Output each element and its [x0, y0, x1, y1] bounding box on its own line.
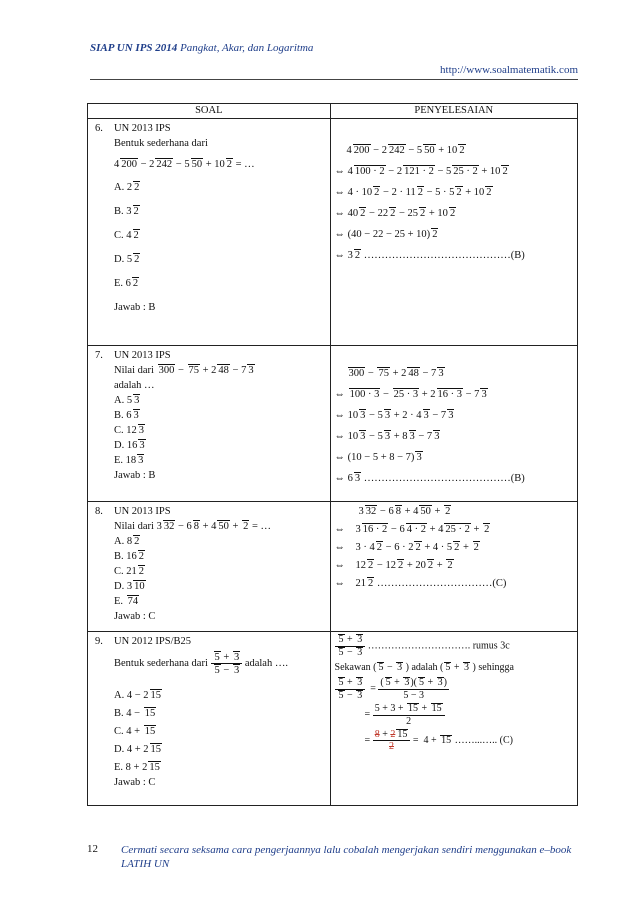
- q8-final: ……………………………(C): [376, 578, 507, 589]
- q7-option-c: C. 12: [114, 425, 137, 436]
- q9-expression: Bentuk sederhana dari $\frac{5 + 3}{5 - 3}$ adalah ….: [114, 652, 288, 677]
- col-penyelesaian: PENYELESAIAN: [330, 104, 577, 119]
- q9-option-e: E. 8 + 2: [114, 762, 148, 774]
- footer-text: Cermati secara seksama cara pengerjaannya lalu cobalah mengerjakan sendiri menggunakan e–book LATIH UN: [121, 844, 572, 870]
- q9-answer: Jawab : C: [114, 777, 156, 789]
- page-number: 12: [87, 843, 98, 855]
- row-q8: [88, 502, 578, 632]
- q9-solution: $\frac{5 + 3}{5 - 3}$ …………………………. rumus 3c Sekawan ( 5 − 3 ) adalah ( 5 + 3 ) sehingga $\frac{5 + 3}{5 - 3}$ = $\frac{( 5 + 3)( 5 + 3)}{5 - 3}$ = $\frac{5 + 3 + 15 + 15}{2}$ = $\frac{8 + 2 15}{2}$ = 4 + 15 ……...….. (C): [330, 632, 577, 806]
- q7-solution: 300 − 75 + 2 48 − 7 3 ⇔ 100 · 3 − 25 · 3 + 2 16 · 3 − 7 3 ⇔ 10 3 − 5 3 + 2 · 4 3 − 7 3 ⇔ 10 3 − 5 3 + 8 3 − 7 3 ⇔ (10 − 5 + 8 − 7) 3 ⇔ 6 3 ……………………………………(B): [330, 346, 577, 502]
- q6-expression: 4 200 − 2 242 − 5 50 + 10 2 = …: [114, 159, 255, 170]
- q9-number: 9.: [95, 636, 103, 647]
- q6-answer: Jawab : B: [114, 302, 156, 313]
- q8-number: 8.: [95, 506, 103, 517]
- q9-option-a: A. 4 − 2: [114, 690, 149, 702]
- q7-source: UN 2013 IPS: [114, 350, 171, 361]
- q6-option-c: C. 4: [114, 230, 132, 241]
- q7-expression: Nilai dari 300 − 75 + 2 48 − 7 3: [114, 365, 254, 376]
- q9-option-c: C. 4 +: [114, 726, 143, 738]
- q7-option-d: D. 16: [114, 440, 138, 451]
- q9-rumus: …………………………. rumus 3c: [367, 640, 510, 652]
- q8-answer: Jawab : C: [114, 611, 156, 622]
- header-title: Pangkat, Akar, dan Logaritma: [180, 42, 314, 54]
- q8-option-b: B. 16: [114, 551, 137, 562]
- q8-soal: 8. UN 2013 IPS Nilai dari 3 32 − 6 8 + 4 50 + 2 = … A. 8 2 B. 16 2 C. 21 2 D. 3 10 E. 74 Jawab : C: [88, 502, 331, 632]
- q8-solution: 3 32 − 6 8 + 4 50 + 2 ⇔ 3 16 · 2 − 6 4 · 2 + 4 25 · 2 + 2 ⇔ 3 · 4 2 − 6 · 2 2 + 4 · 5 2 + 2 ⇔ 12 2 − 12 2 + 20 2 + 2 ⇔ 21 2 ……………………………(C): [330, 502, 577, 632]
- problem-table: [87, 103, 578, 806]
- q9-source: UN 2012 IPS/B25: [114, 636, 192, 647]
- q6-option-d: D. 5: [114, 254, 133, 265]
- header-url[interactable]: http://www.soalmatematik.com: [440, 64, 578, 76]
- q8-expression: Nilai dari 3 32 − 6 8 + 4 50 + 2 = …: [114, 521, 272, 532]
- q7-number: 7.: [95, 350, 103, 361]
- q6-option-b: B. 3: [114, 206, 132, 217]
- col-soal: SOAL: [88, 104, 331, 119]
- row-q9: [88, 632, 578, 806]
- q6-final: ……………………………………(B): [363, 250, 525, 261]
- q7-option-a: A. 5: [114, 395, 133, 406]
- header-rule: [90, 79, 578, 80]
- q8-option-c: C. 21: [114, 566, 137, 577]
- q6-option-a: A. 2: [114, 182, 133, 193]
- q7-option-e: E. 18: [114, 455, 137, 466]
- q9-option-d: D. 4 + 2: [114, 744, 149, 756]
- page-header: [90, 42, 578, 80]
- q8-option-d: D. 3: [114, 581, 133, 592]
- q7-answer: Jawab : B: [114, 470, 156, 481]
- q9-final: ……...….. (C): [454, 734, 513, 746]
- q7-final: ……………………………………(B): [363, 473, 525, 484]
- q7-question-end: adalah …: [114, 380, 155, 391]
- q6-option-e: E. 6: [114, 278, 131, 289]
- q9-option-b: B. 4 −: [114, 708, 143, 720]
- q7-option-b: B. 6: [114, 410, 132, 421]
- q6-solution: 4 200 − 2 242 − 5 50 + 10 2 ⇔ 4 100 · 2 − 2 121 · 2 − 5 25 · 2 + 10 2 ⇔ 4 · 10 2 − 2 · 11 2 − 5 · 5 2 + 10 2 ⇔ 40 2 − 22 2 − 25 2 + 10 2 ⇔ (40 − 22 − 25 + 10) 2 ⇔ 3 2 ……………………………………(B): [330, 119, 577, 346]
- q6-number: 6.: [95, 123, 103, 134]
- q6-source: UN 2013 IPS: [114, 123, 171, 134]
- q8-source: UN 2013 IPS: [114, 506, 171, 517]
- q7-soal: 7. UN 2013 IPS Nilai dari 300 − 75 + 2 48 − 7 3 adalah … A. 5 3 B. 6 3 C. 12 3 D. 16 3 E. 18 3 Jawab : B: [88, 346, 331, 502]
- q6-question: Bentuk sederhana dari: [114, 138, 208, 149]
- row-q6: [88, 119, 578, 346]
- q8-option-e: E.: [114, 596, 126, 607]
- q9-soal: 9. UN 2012 IPS/B25 Bentuk sederhana dari $\frac{5 + 3}{5 - 3}$ adalah …. A. 4 − 2 15 B. 4 − 15 C. 4 + 15 D. 4 + 2 15 E. 8 + 2 15 Jawab : C: [88, 632, 331, 806]
- header-bold: SIAP UN IPS 2014: [90, 42, 178, 54]
- q8-option-a: A. 8: [114, 536, 133, 547]
- q6-soal: 6. UN 2013 IPS Bentuk sederhana dari 4 200 − 2 242 − 5 50 + 10 2 = … A. 2 2 B. 3 2 C. 4 2 D. 5 2 E. 6 2 Jawab : B: [88, 119, 331, 346]
- row-q7: [88, 346, 578, 502]
